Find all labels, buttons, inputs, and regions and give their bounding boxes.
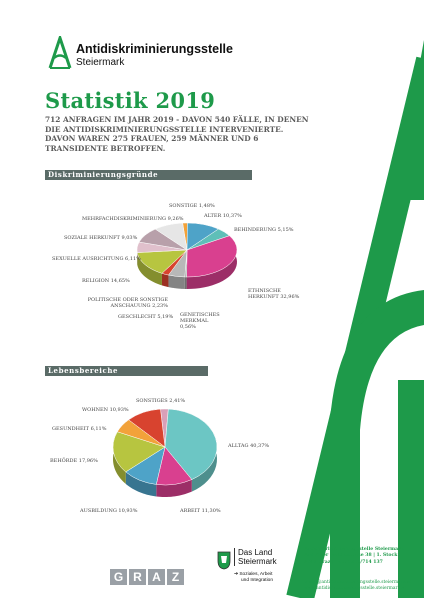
footer-contact <box>304 580 411 592</box>
label-genetisch: GENETISCHES MERKMAL 0,56% <box>180 312 220 330</box>
land-line-2: Steiermark <box>238 557 277 566</box>
label-arbeit: ARBEIT 11,30% <box>180 508 221 514</box>
footer-street: Andritzer Reichsstraße 38 | 1. Stock <box>304 553 398 559</box>
intro-line-2: DAVON WAREN 275 FRAUEN, 259 MÄNNER UND 6 TRANSIDENTE BETROFFEN. <box>45 134 259 153</box>
label-behinderung: BEHINDERUNG 5,15% <box>234 227 294 233</box>
graz-letter-a: A <box>148 569 165 585</box>
land-line-1: Das Land <box>238 548 273 557</box>
page-title: Statistik 2019 <box>45 88 216 113</box>
footer-city-phone: 8045 Graz | Tel.: 0316/714 137 <box>304 559 383 565</box>
section-heading-gruende: Diskriminierungsgründe <box>45 170 252 180</box>
graz-letter-g: G <box>110 569 127 585</box>
label-sonstiges: SONSTIGES 2,41% <box>136 398 186 404</box>
org-region: Steiermark <box>76 57 125 68</box>
land-dept-2: und Integration <box>241 578 274 583</box>
label-alltag: ALLTAG 40,37% <box>228 443 270 449</box>
label-wohnen: WOHNEN 10,93% <box>82 407 129 413</box>
graz-logo <box>110 569 184 585</box>
footer-address <box>304 547 404 566</box>
label-sozial: SOZIALE HERKUNFT 9,03% <box>64 235 138 241</box>
label-politisch: POLITISCHE ODER SONSTIGE ANSCHAUUNG 2,23% <box>87 297 168 309</box>
footer-web-link[interactable]: www.antidiskriminierungsstelle.steiermark.at <box>304 586 407 591</box>
label-ethnisch: ETHNISCHE HERKUNFT 32,96% <box>248 288 300 300</box>
footer-email-link[interactable]: buero@antidiskriminierungsstelle.steiermark.at <box>304 580 412 585</box>
land-dept-1: ➔ Soziales, Arbeit <box>234 572 273 577</box>
coat-of-arms-icon <box>217 550 231 570</box>
label-geschlecht: GESCHLECHT 5,19% <box>118 314 174 320</box>
graz-letter-z: Z <box>167 569 184 585</box>
org-name: Antidiskriminierungsstelle <box>76 42 233 56</box>
label-behoerde: BEHÖRDE 17,96% <box>50 458 98 464</box>
graz-letter-r: R <box>129 569 146 585</box>
label-sexuell: SEXUELLE AUSRICHTUNG 6,11% <box>52 256 141 262</box>
label-sonstige: SONSTIGE 1,48% <box>169 203 215 209</box>
intro-line-1: 712 ANFRAGEN IM JAHR 2019 - DAVON 540 FÄLLE, IN DENEN DIE ANTIDISKRIMINIERUNGSSTELLE INTERVENIERTE. <box>45 115 309 134</box>
label-gesundheit: GESUNDHEIT 6,11% <box>52 426 107 432</box>
label-ausbildung: AUSBILDUNG 10,93% <box>80 508 138 514</box>
label-religion: RELIGION 14,65% <box>82 278 130 284</box>
footer-org-name: Antidiskriminierungsstelle Steiermark <box>304 547 404 552</box>
label-mehrfach: MEHRFACHDISKRIMINIERUNG 9,26% <box>82 216 184 222</box>
label-alter: ALTER 10,37% <box>204 213 242 219</box>
section-heading-lebensbereiche: Lebensbereiche <box>45 366 208 376</box>
